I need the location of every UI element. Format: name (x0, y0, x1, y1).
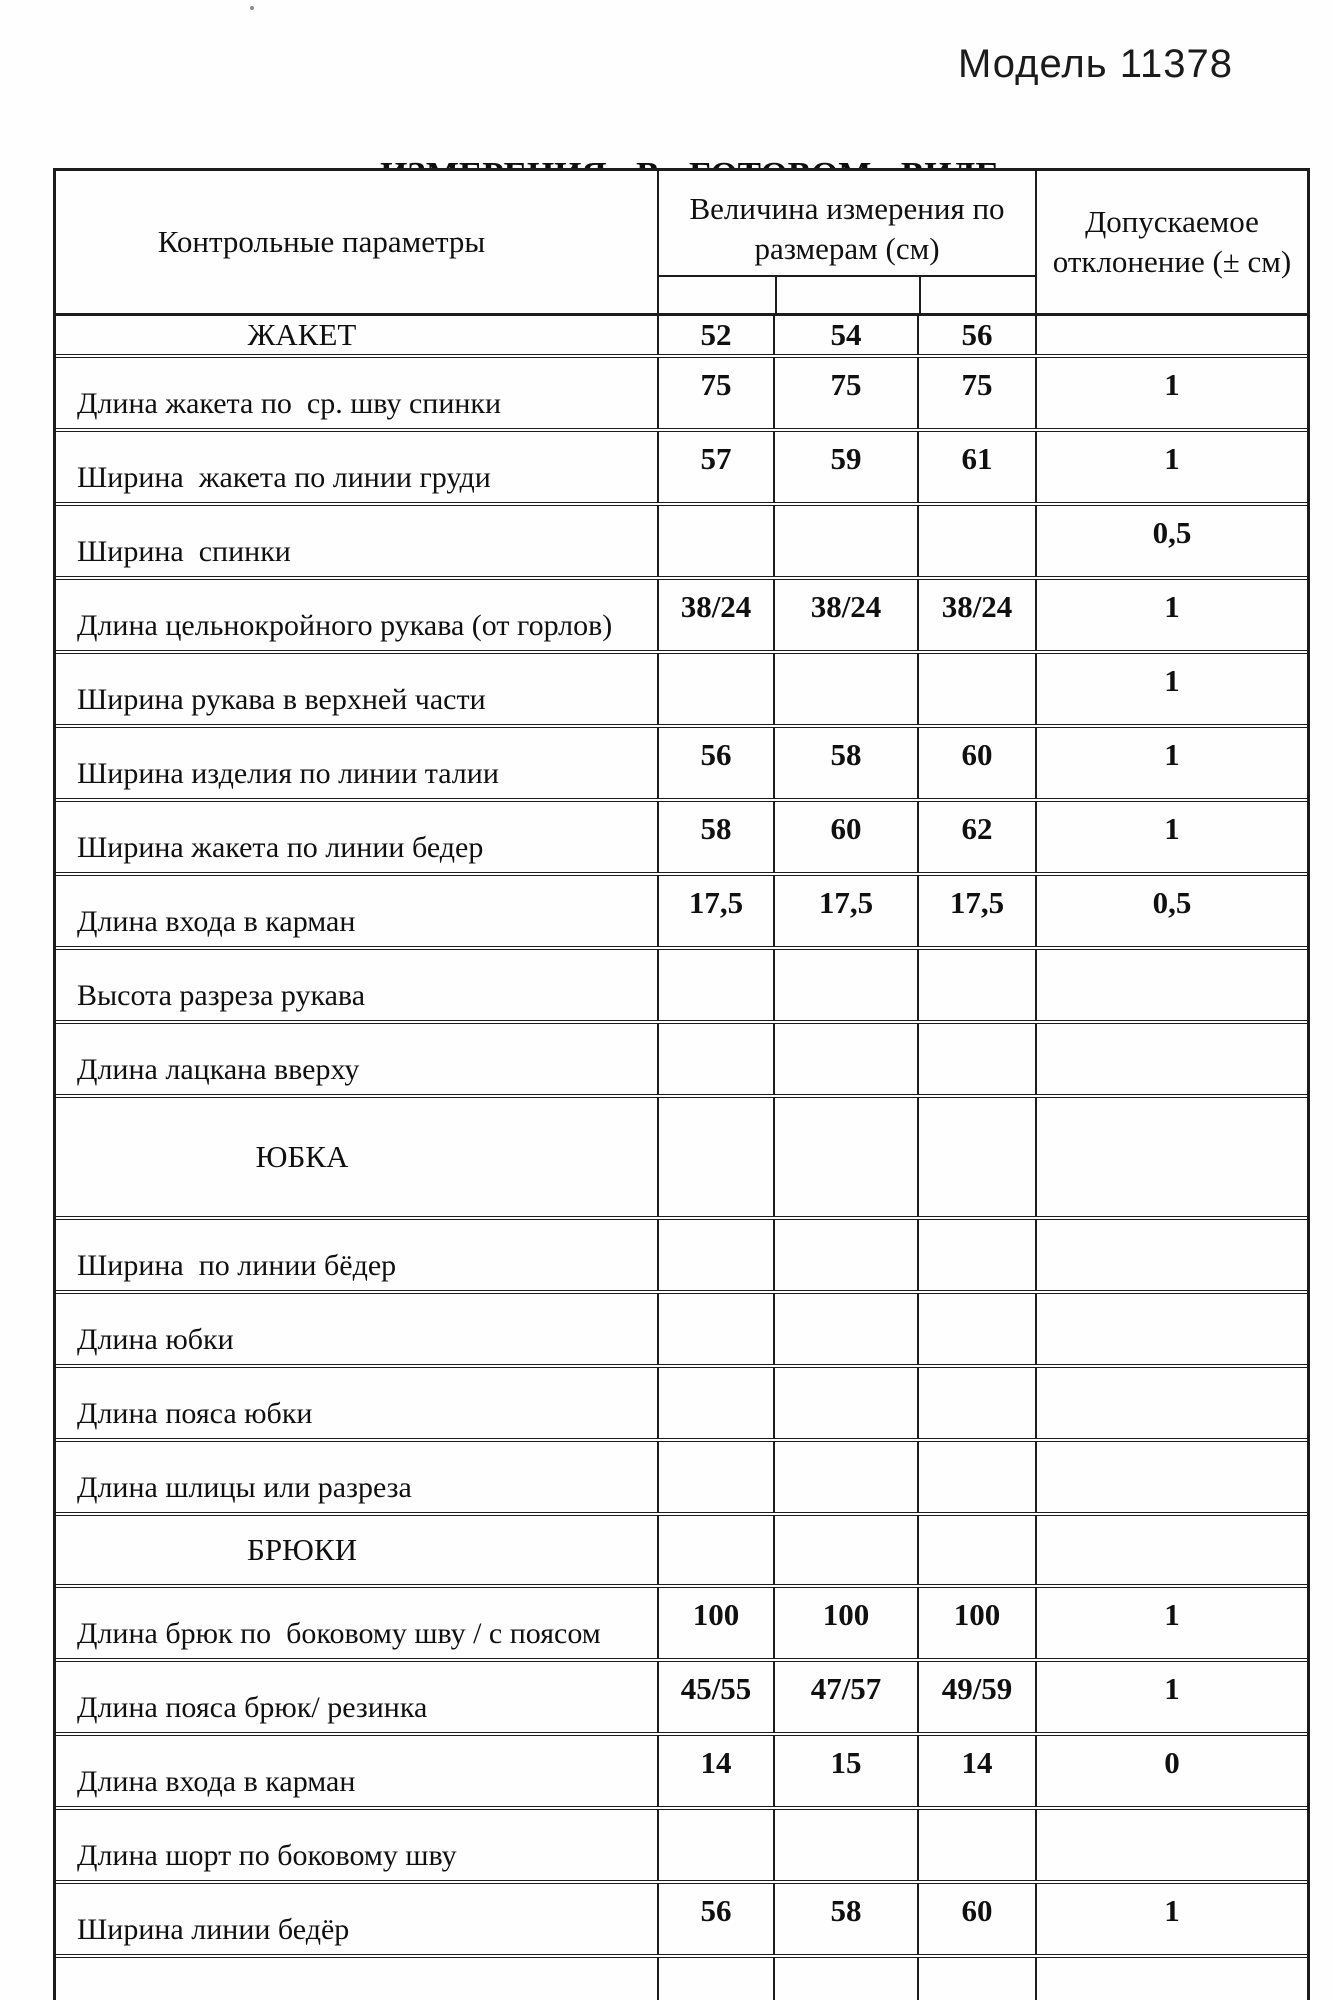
size-value: 60 (917, 728, 1035, 798)
tolerance-value (1035, 1958, 1307, 2000)
size-value: 61 (917, 432, 1035, 502)
table-row-empty (56, 1954, 1307, 2000)
size-value (657, 1098, 773, 1216)
row-label: Высота разреза рукава (77, 979, 366, 1012)
row-label: Ширина изделия по линии талии (77, 757, 499, 790)
table-row (56, 502, 1307, 576)
section-row-jacket (56, 316, 1307, 354)
size-value: 62 (917, 802, 1035, 872)
size-value (917, 1294, 1035, 1364)
size-value: 17,5 (657, 876, 773, 946)
size-value (657, 1810, 773, 1880)
size-value: 60 (917, 1884, 1035, 1954)
tolerance-value (1035, 1098, 1307, 1216)
size-value (917, 950, 1035, 1020)
size-value: 56 (657, 1884, 773, 1954)
size-value (773, 1098, 917, 1216)
size-value: 60 (773, 802, 917, 872)
row-label: Ширина рукава в верхней части (77, 683, 486, 716)
tolerance-value: 1 (1035, 654, 1307, 724)
row-label: Длина жакета по ср. шву спинки (77, 387, 502, 420)
table-row (56, 1364, 1307, 1438)
tolerance-value (1035, 1810, 1307, 1880)
table-row (56, 946, 1307, 1020)
size-subcell-1 (659, 277, 775, 313)
tolerance-value (1035, 316, 1307, 354)
size-value: 14 (657, 1736, 773, 1806)
row-label: Длина входа в карман (77, 1765, 356, 1798)
size-value (773, 1368, 917, 1438)
size-value (657, 1220, 773, 1290)
size-value: 56 (917, 316, 1035, 354)
size-value (657, 1958, 773, 2000)
size-value (773, 1294, 917, 1364)
tolerance-value (1035, 1024, 1307, 1094)
size-value (657, 950, 773, 1020)
row-label: Ширина линии бедёр (77, 1913, 350, 1946)
tolerance-value: 1 (1035, 802, 1307, 872)
tolerance-value: 1 (1035, 432, 1307, 502)
row-label: Длина шорт по боковому шву (77, 1839, 457, 1872)
size-value (917, 1024, 1035, 1094)
table-row (56, 724, 1307, 798)
size-value: 17,5 (917, 876, 1035, 946)
tolerance-value (1035, 1294, 1307, 1364)
size-value: 38/24 (917, 580, 1035, 650)
row-label: Длина пояса брюк/ резинка (77, 1691, 428, 1724)
size-value: 17,5 (773, 876, 917, 946)
size-value: 56 (657, 728, 773, 798)
size-value: 75 (657, 358, 773, 428)
row-label: Ширина по линии бёдер (77, 1249, 397, 1282)
row-label: Длина входа в карман (77, 905, 356, 938)
size-value (917, 1810, 1035, 1880)
size-value: 57 (657, 432, 773, 502)
table-row (56, 650, 1307, 724)
size-value: 38/24 (773, 580, 917, 650)
size-value: 58 (773, 728, 917, 798)
size-value (657, 506, 773, 576)
size-value (917, 1442, 1035, 1512)
size-value (917, 1098, 1035, 1216)
row-label: Длина юбки (77, 1323, 234, 1356)
row-label: Длина шлицы или разреза (77, 1471, 412, 1504)
row-label: Длина цельнокройного рукава (от горлов) (77, 609, 613, 642)
tolerance-value: 0 (1035, 1736, 1307, 1806)
row-label: Длина пояса юбки (77, 1397, 313, 1430)
size-value (917, 654, 1035, 724)
table-row (56, 1216, 1307, 1290)
size-value: 54 (773, 316, 917, 354)
row-label: Длина брюк по боковому шву / с поясом (77, 1617, 601, 1650)
table-row (56, 1732, 1307, 1806)
size-value: 58 (773, 1884, 917, 1954)
table-header-row (56, 171, 1307, 316)
size-value: 75 (773, 358, 917, 428)
tolerance-value: 1 (1035, 1662, 1307, 1732)
size-value: 14 (917, 1736, 1035, 1806)
table-row (56, 1880, 1307, 1954)
table-row (56, 1438, 1307, 1512)
table-row (56, 872, 1307, 946)
row-label: Ширина жакета по линии бедер (77, 831, 484, 864)
size-value (917, 1368, 1035, 1438)
table-row (56, 1020, 1307, 1094)
scan-speck (250, 6, 254, 10)
size-value: 52 (657, 316, 773, 354)
size-value (773, 1024, 917, 1094)
size-value: 47/57 (773, 1662, 917, 1732)
size-value (917, 1958, 1035, 2000)
size-value (917, 1220, 1035, 1290)
header-measurement: Величина измерения по размерам (см) (659, 171, 1035, 277)
tolerance-value: 0,5 (1035, 506, 1307, 576)
size-value (773, 1810, 917, 1880)
tolerance-value (1035, 1368, 1307, 1438)
size-value (657, 1024, 773, 1094)
size-value: 100 (657, 1588, 773, 1658)
model-title: Модель 11378 (958, 42, 1233, 86)
section-row-trousers (56, 1512, 1307, 1584)
size-value (657, 1442, 773, 1512)
size-value: 45/55 (657, 1662, 773, 1732)
size-value (917, 1516, 1035, 1584)
header-tolerance: Допускаемое отклонение (± см) (1035, 171, 1307, 313)
size-value: 59 (773, 432, 917, 502)
size-value: 100 (773, 1588, 917, 1658)
section-row-skirt (56, 1094, 1307, 1216)
table-row (56, 798, 1307, 872)
row-label (56, 1958, 657, 2000)
tolerance-value: 1 (1035, 1588, 1307, 1658)
tolerance-value (1035, 1220, 1307, 1290)
size-value (773, 1220, 917, 1290)
size-value (773, 654, 917, 724)
table-row (56, 354, 1307, 428)
header-measurement-group (657, 171, 1035, 313)
size-value (917, 506, 1035, 576)
size-value: 75 (917, 358, 1035, 428)
size-value: 38/24 (657, 580, 773, 650)
section-label: ЖАКЕТ (247, 317, 357, 352)
header-parameters: Контрольные параметры (157, 224, 486, 259)
tolerance-value: 1 (1035, 1884, 1307, 1954)
size-value (773, 1516, 917, 1584)
measurements-table (53, 168, 1310, 2000)
tolerance-value (1035, 1442, 1307, 1512)
header-size-subrow (659, 277, 1035, 313)
size-value: 100 (917, 1588, 1035, 1658)
tolerance-value: 1 (1035, 358, 1307, 428)
tolerance-value: 0,5 (1035, 876, 1307, 946)
tolerance-value: 1 (1035, 580, 1307, 650)
size-value (657, 1294, 773, 1364)
size-value: 15 (773, 1736, 917, 1806)
table-row (56, 576, 1307, 650)
section-label: ЮБКА (255, 1139, 349, 1174)
size-value (657, 1516, 773, 1584)
size-value (657, 654, 773, 724)
table-row (56, 1290, 1307, 1364)
size-value (773, 950, 917, 1020)
row-label: Ширина жакета по линии груди (77, 461, 491, 494)
size-value: 58 (657, 802, 773, 872)
table-row (56, 428, 1307, 502)
row-label: Длина лацкана вверху (77, 1053, 360, 1086)
table-row (56, 1806, 1307, 1880)
tolerance-value (1035, 950, 1307, 1020)
table-row (56, 1584, 1307, 1658)
tolerance-value (1035, 1516, 1307, 1584)
size-subcell-2 (775, 277, 919, 313)
row-label: Ширина спинки (77, 535, 291, 568)
size-value (773, 1958, 917, 2000)
section-label: БРЮКИ (247, 1532, 357, 1567)
size-value (773, 506, 917, 576)
size-value: 49/59 (917, 1662, 1035, 1732)
size-subcell-3 (919, 277, 1035, 313)
table-row (56, 1658, 1307, 1732)
tolerance-value: 1 (1035, 728, 1307, 798)
size-value (657, 1368, 773, 1438)
size-value (773, 1442, 917, 1512)
